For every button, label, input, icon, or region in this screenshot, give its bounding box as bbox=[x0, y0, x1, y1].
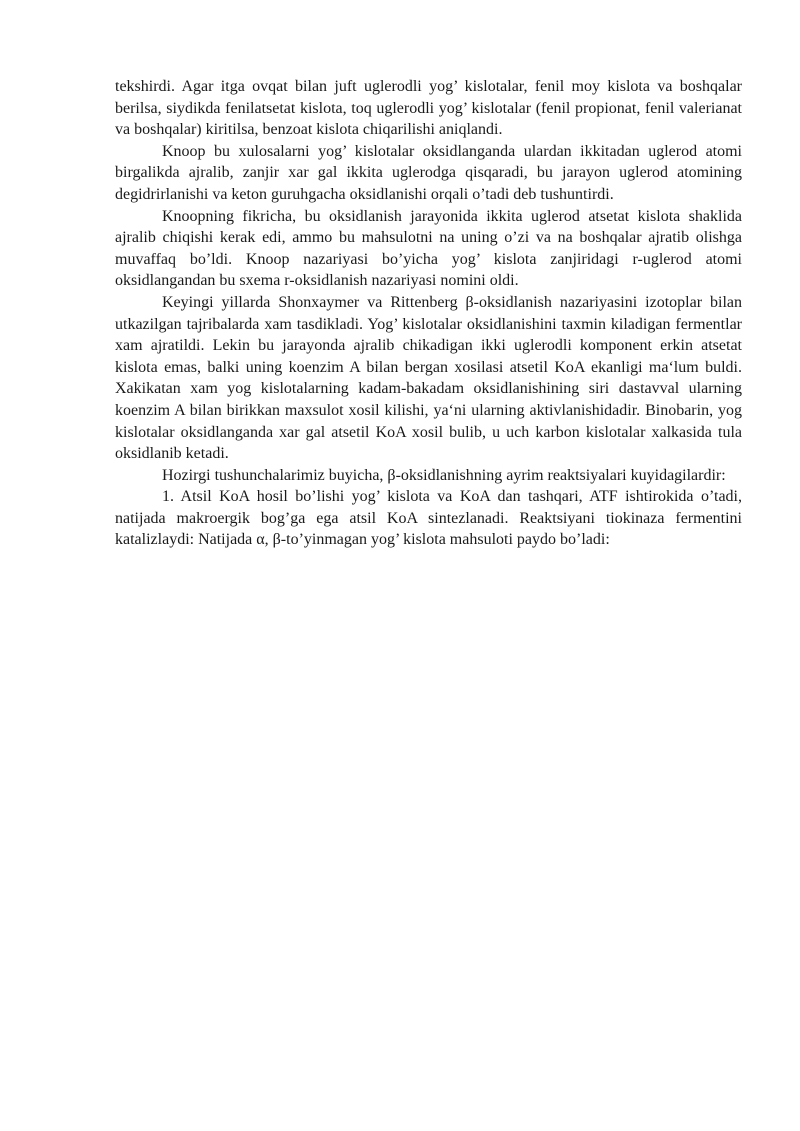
paragraph-4: Keyingi yillarda Shonxaymer va Rittenberg β-oksidlanish nazariyasini izotoplar bilan utkazilgan tajribalarda xam tasdikladi. Yog’ kislotalar oksidlanishini taxmin kiladigan fermentlar xam ajratildi. Lekin bu jarayonda ajralib chikadigan ikki uglerodli komponent erkin atsetat kislota emas, balki uning koenzim A bilan bergan xosilasi atsetil KoA ekanligi maʻlum buldi. Xakikatan xam yog kislotalarning kadam-bakadam oksidlanishining siri dastavval ularning koenzim A bilan birikkan maxsulot xosil kilishi, yaʻni ularning aktivlanishidadir. Binobarin, yog kislotalar oksidlanganda xar gal atsetil KoA xosil bulib, u uch karbon kislotalar xalkasida tula oksidlanib ketadi. bbox=[115, 293, 742, 463]
paragraph-5: Hozirgi tushunchalarimiz buyicha, β-oksidlanishning ayrim reaktsiyalari kuyidagilardir: bbox=[162, 466, 726, 484]
paragraph-2: Knoop bu xulosalarni yog’ kislotalar oksidlanganda ulardan ikkitadan uglerod atomi birgalikda ajralib, zanjir xar gal ikkita uglerodga qisqaradi, bu jarayon uglerod atomining degidrirlanishi va keton guruhgacha oksidlanishi orqali o’tadi deb tushuntirdi. bbox=[115, 142, 742, 203]
paragraph-3: Knoopning fikricha, bu oksidlanish jarayonida ikkita uglerod atsetat kislota shaklida ajralib chiqishi kerak edi, ammo bu mahsulotni na uning o’zi va na boshqalar ajratib olishga muvaffaq bo’ldi. Knoop nazariyasi bo’yicha yog’ kislota zanjiridagi r-uglerod atomi oksidlangandan bu sxema r-oksidlanish nazariyasi nomini oldi. bbox=[115, 207, 742, 290]
paragraph-1: tekshirdi. Agar itga ovqat bilan juft uglerodli yog’ kislotalar, fenil moy kislota va boshqalar berilsa, siydikda fenilatsetat kislota, toq uglerodli yog’ kislotalar (fenil propionat, fenil valerianat va boshqalar) kiritilsa, benzoat kislota chiqarilishi aniqlandi. bbox=[115, 78, 742, 139]
document-page bbox=[115, 76, 742, 551]
paragraph-6: 1. Atsil KoA hosil bo’lishi yog’ kislota va KoA dan tashqari, ATF ishtirokida o’tadi, natijada makroergik bog’ga ega atsil KoA sintezlanadi. Reaktsiyani tiokinaza fermentini katalizlaydi: Natijada α, β-to’yinmagan yog’ kislota mahsuloti paydo bo’ladi: bbox=[115, 488, 742, 549]
